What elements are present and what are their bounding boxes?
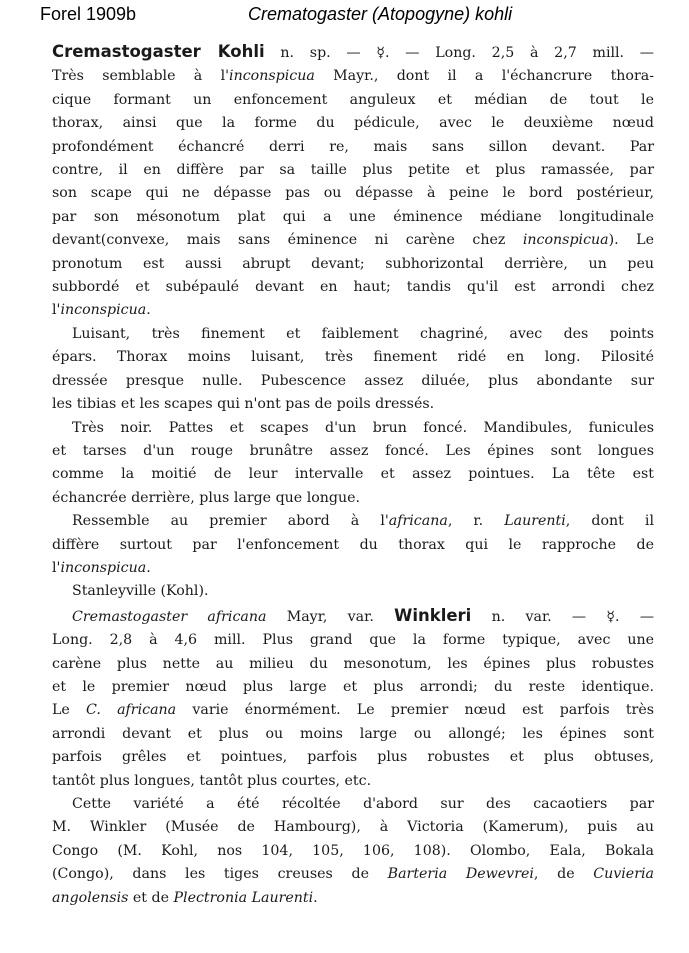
text-line	[52, 699, 654, 722]
italic-run: Cremastogaster africana	[72, 608, 267, 625]
italic-run: Cuvieria	[593, 866, 654, 883]
italic-run: C. africana	[86, 702, 177, 719]
paragraph-color	[52, 417, 654, 511]
text-run: n. sp. — ☿. — Long. 2,5 à 2,7 mill. —	[264, 45, 654, 61]
text-run: tantôt plus longues, tantôt plus courtes, etc.	[52, 772, 372, 789]
text-run: Congo (M. Kohl, nos 104, 105, 106, 108). Olombo, Eala, Bokala	[52, 842, 654, 859]
text-line	[52, 323, 654, 346]
page-body	[52, 40, 654, 910]
text-run: et de	[128, 889, 174, 906]
text-run: Cette variété a été récoltée d'abord sur des cacaotiers par	[72, 796, 654, 812]
text-run: l'	[52, 302, 61, 319]
text-run: son scape qui ne dépasse pas ou dépasse à peine le bord postérieur,	[52, 185, 654, 202]
text-run: contre, il en diffère par sa taille plus petite et plus ramassée, par	[52, 162, 654, 179]
italic-run: Barteria Dewevrei	[387, 866, 534, 883]
paragraph-sculpture	[52, 323, 654, 417]
text-run: Ressemble au premier abord à l'	[72, 513, 389, 530]
text-line	[52, 393, 654, 416]
text-run: , de	[533, 866, 594, 883]
text-run: Très semblable à l'	[52, 68, 230, 85]
paragraph-collection	[52, 793, 654, 910]
text-line	[52, 510, 654, 533]
text-line	[52, 653, 654, 676]
italic-run: inconspicua	[522, 232, 609, 249]
text-run: subbordé et subépaulé devant en haut; tandis qu'il est arrondi chez	[52, 279, 654, 296]
bold-run: Winkleri	[394, 605, 472, 625]
text-run: Mayr, var.	[266, 608, 395, 625]
text-line	[52, 887, 654, 910]
text-line	[52, 112, 654, 135]
text-run: devant(convexe, mais sans éminence ni carène chez	[52, 232, 523, 249]
text-run: n. var. — ☿. —	[471, 608, 655, 625]
text-line	[52, 159, 654, 182]
text-run: comme la moitié de leur intervalle et assez pointues. La tête est	[52, 466, 654, 483]
text-run: diffère surtout par l'enfoncement du thorax qui le rapproche de	[52, 536, 654, 553]
text-line	[52, 629, 654, 652]
text-line	[52, 65, 654, 88]
text-line	[52, 463, 654, 486]
text-run: .	[313, 889, 318, 906]
text-line	[52, 604, 654, 629]
paragraph-resemblance	[52, 510, 654, 580]
text-run: profondément échancré derri re, mais sans sillon devant. Par	[52, 138, 654, 155]
header-citation: Forel 1909b	[40, 4, 137, 24]
text-run: carène plus nette au milieu du mesonotum, les épines plus robustes	[52, 655, 654, 672]
italic-run: africana	[388, 513, 448, 530]
text-run: épars. Thorax moins luisant, très finement ridé en long. Pilosité	[52, 349, 654, 366]
text-run: .	[146, 302, 151, 319]
text-line	[52, 580, 654, 603]
text-line	[52, 440, 654, 463]
text-line	[52, 346, 654, 369]
paragraph-var-winkleri	[52, 604, 654, 793]
paragraph-species-kohli	[52, 40, 654, 323]
text-line	[52, 136, 654, 159]
text-run: (Congo), dans les tiges creuses de	[52, 866, 388, 883]
text-run: M. Winkler (Musée de Hambourg), à Victoria (Kamerum), puis au	[52, 819, 654, 836]
text-run: varie énormément. Le premier nœud est parfois très	[176, 702, 655, 719]
text-run: , dont il	[565, 513, 655, 530]
italic-run: inconspicua	[229, 68, 315, 85]
text-run: Stanleyville (Kohl).	[72, 583, 209, 600]
text-line	[52, 370, 654, 393]
text-line	[52, 770, 654, 793]
text-run: et le premier nœud plus large et plus arrondi; du reste identique.	[52, 678, 654, 695]
text-line	[52, 229, 654, 252]
text-line	[52, 557, 654, 580]
text-run: parfois grêles et pointues, parfois plus robustes et plus obtuses,	[52, 749, 654, 766]
text-line	[52, 89, 654, 112]
text-run: et tarses d'un rouge brunâtre assez foncé. Les épines sont longues	[52, 442, 654, 459]
text-line	[52, 840, 654, 863]
text-run: par son mésonotum plat qui a une éminence médiane longitudinale	[52, 208, 654, 225]
text-line	[52, 723, 654, 746]
text-run: cique formant un enfoncement anguleux et médian de tout le	[52, 91, 654, 108]
text-run: .	[146, 559, 151, 576]
text-run: échancrée derrière, plus large que longue.	[52, 489, 361, 506]
italic-run: angolensis	[52, 889, 129, 906]
text-run: Très noir. Pattes et scapes d'un brun foncé. Mandibules, funicules	[72, 419, 654, 436]
text-line	[52, 182, 654, 205]
text-run: , r.	[447, 513, 505, 530]
text-run: Le	[52, 702, 87, 719]
text-line	[52, 299, 654, 322]
text-line	[52, 676, 654, 699]
italic-run: inconspicua	[60, 559, 147, 576]
text-line	[52, 417, 654, 440]
text-run: ). Le	[608, 232, 654, 249]
bold-run: Cremastogaster Kohli	[52, 42, 265, 61]
text-line	[52, 276, 654, 299]
italic-run: Laurenti	[504, 513, 566, 530]
text-line	[52, 534, 654, 557]
text-line	[52, 816, 654, 839]
text-line	[52, 746, 654, 769]
italic-run: inconspicua	[60, 302, 147, 319]
text-line	[52, 206, 654, 229]
text-line	[52, 793, 654, 816]
text-run: l'	[52, 559, 61, 576]
text-run: Long. 2,8 à 4,6 mill. Plus grand que la forme typique, avec une	[52, 632, 654, 649]
text-run: dressée presque nulle. Pubescence assez diluée, plus abondante sur	[52, 372, 654, 389]
paragraph-locality	[52, 580, 654, 603]
text-run: arrondi devant et plus ou moins large ou allongé; les épines sont	[52, 725, 654, 742]
text-line	[52, 40, 654, 65]
text-line	[52, 863, 654, 886]
text-run: thorax, ainsi que la forme du pédicule, avec le deuxième nœud	[52, 115, 654, 132]
text-run: pronotum est aussi abrupt devant; subhorizontal derrière, un peu	[52, 255, 654, 272]
text-run: Mayr., dont il a l'échancrure thora-	[314, 68, 654, 85]
text-line	[52, 487, 654, 510]
text-run: Luisant, très finement et faiblement chagriné, avec des points	[72, 325, 654, 342]
italic-run: Plectronia Laurenti	[173, 889, 314, 906]
text-line	[52, 253, 654, 276]
text-run: les tibias et les scapes qui n'ont pas de poils dressés.	[52, 396, 435, 413]
header-taxon: Crematogaster (Atopogyne) kohli	[248, 4, 513, 24]
